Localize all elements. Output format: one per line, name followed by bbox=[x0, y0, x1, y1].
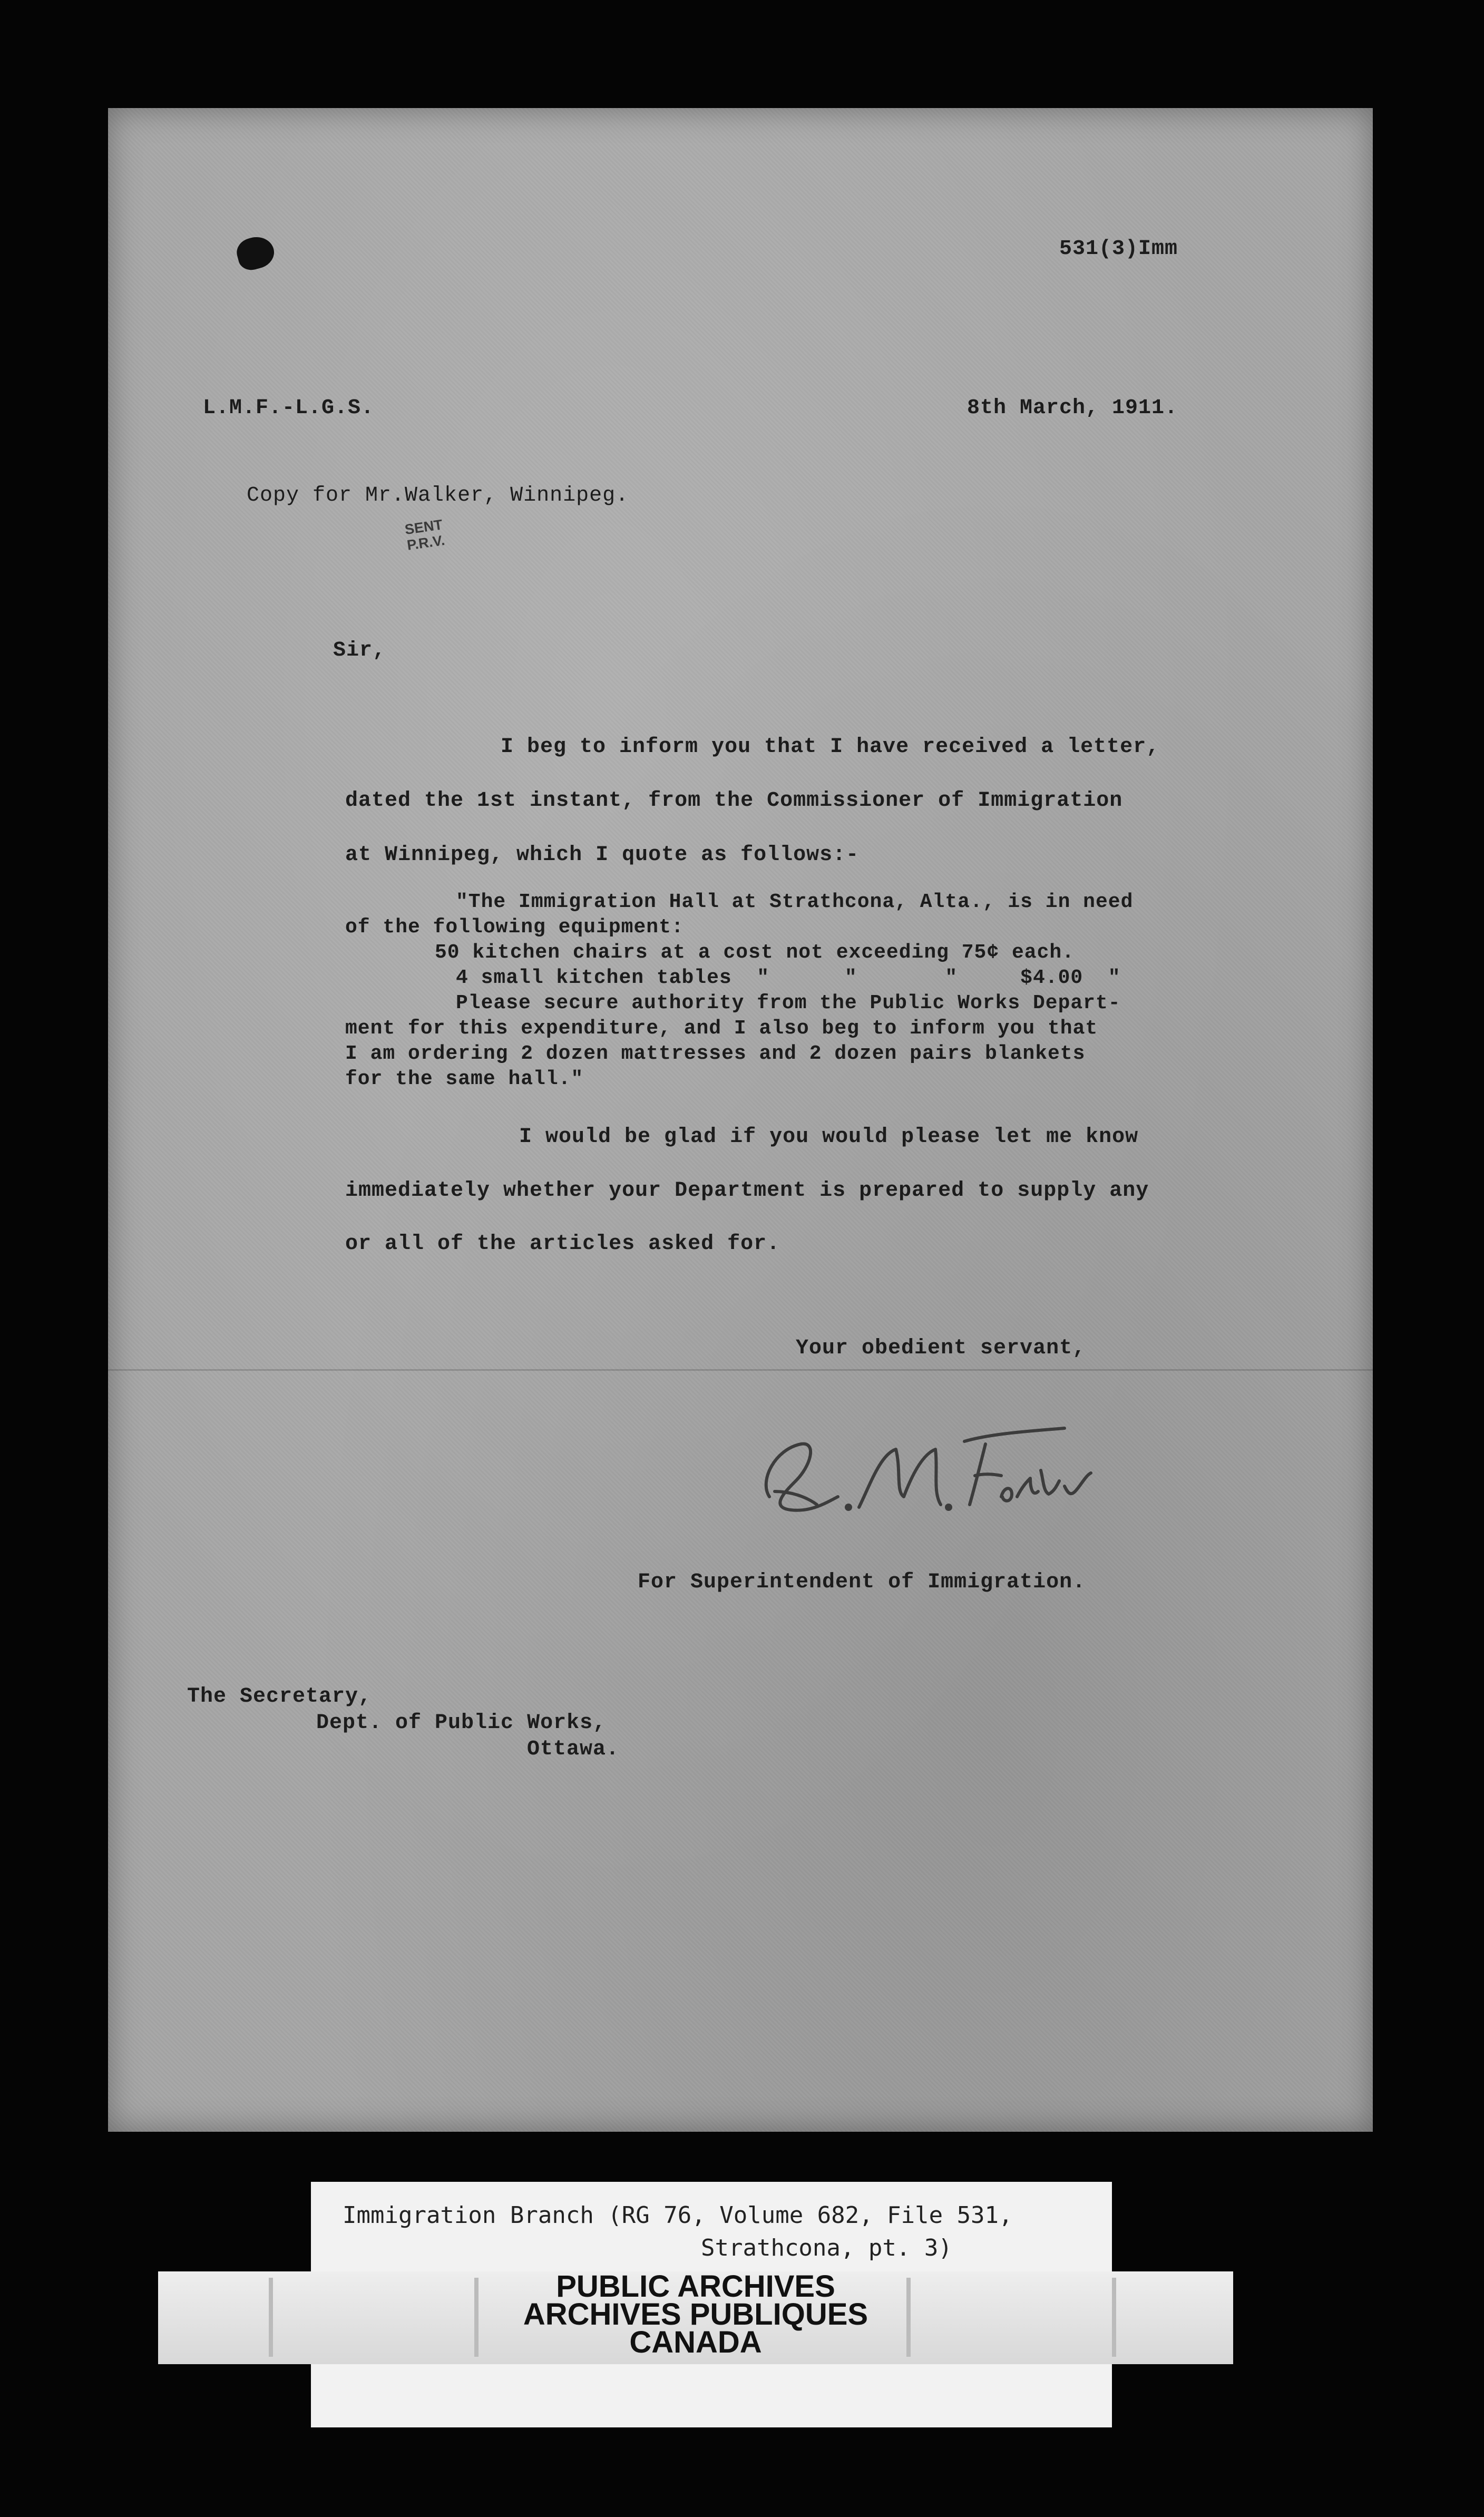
addressee-line: Dept. of Public Works, bbox=[316, 1711, 607, 1735]
band-divider bbox=[906, 2278, 911, 2357]
archive-reference-line-1: Immigration Branch (RG 76, Volume 682, File 531, bbox=[343, 2202, 1013, 2229]
stamp-line-2: P.R.V. bbox=[406, 532, 446, 553]
addressee-line: The Secretary, bbox=[187, 1685, 372, 1709]
archives-stamp-line: PUBLIC ARCHIVES bbox=[556, 2269, 835, 2304]
body-line: dated the 1st instant, from the Commissioner of Immigration bbox=[345, 789, 1123, 813]
closing-line: immediately whether your Department is prepared to supply any bbox=[345, 1179, 1149, 1203]
valediction: Your obedient servant, bbox=[796, 1336, 1086, 1360]
signature-title: For Superintendent of Immigration. bbox=[638, 1570, 1086, 1594]
file-reference: 531(3)Imm bbox=[1059, 237, 1178, 261]
body-line: I beg to inform you that I have received a letter, bbox=[501, 735, 1160, 759]
archives-stamp-line: CANADA bbox=[629, 2325, 762, 2359]
quote-line: I am ordering 2 dozen mattresses and 2 dozen pairs blankets bbox=[345, 1042, 1086, 1065]
letter-date: 8th March, 1911. bbox=[967, 396, 1178, 420]
salutation: Sir, bbox=[333, 639, 386, 662]
band-divider bbox=[1112, 2278, 1116, 2357]
initials: L.M.F.-L.G.S. bbox=[203, 396, 375, 420]
signature bbox=[738, 1412, 1117, 1534]
closing-line: or all of the articles asked for. bbox=[345, 1232, 780, 1256]
archives-stamp bbox=[493, 2269, 899, 2359]
copy-note: Copy for Mr.Walker, Winnipeg. bbox=[247, 484, 629, 508]
closing-line: I would be glad if you would please let me know bbox=[519, 1125, 1139, 1149]
stamp-line-1: SENT bbox=[404, 516, 444, 538]
band-divider bbox=[474, 2278, 479, 2357]
archives-stamp-line: ARCHIVES PUBLIQUES bbox=[523, 2297, 868, 2331]
quote-line: for the same hall." bbox=[345, 1068, 584, 1090]
archive-reference-line-2: Strathcona, pt. 3) bbox=[701, 2235, 952, 2261]
quote-line: ment for this expenditure, and I also beg to inform you that bbox=[345, 1017, 1098, 1040]
sent-stamp bbox=[404, 516, 446, 553]
quote-line: 50 kitchen chairs at a cost not exceeding 75¢ each. bbox=[435, 941, 1075, 964]
paper-fold bbox=[108, 1369, 1373, 1371]
body-line: at Winnipeg, which I quote as follows:- bbox=[345, 843, 860, 867]
quote-line: of the following equipment: bbox=[345, 916, 684, 939]
addressee-line: Ottawa. bbox=[527, 1738, 620, 1761]
quote-line: Please secure authority from the Public Works Depart- bbox=[456, 992, 1121, 1014]
quote-line: "The Immigration Hall at Strathcona, Alta., is in need bbox=[456, 891, 1134, 913]
quote-line: 4 small kitchen tables " " " $4.00 " bbox=[456, 967, 1121, 989]
band-divider bbox=[269, 2278, 273, 2357]
